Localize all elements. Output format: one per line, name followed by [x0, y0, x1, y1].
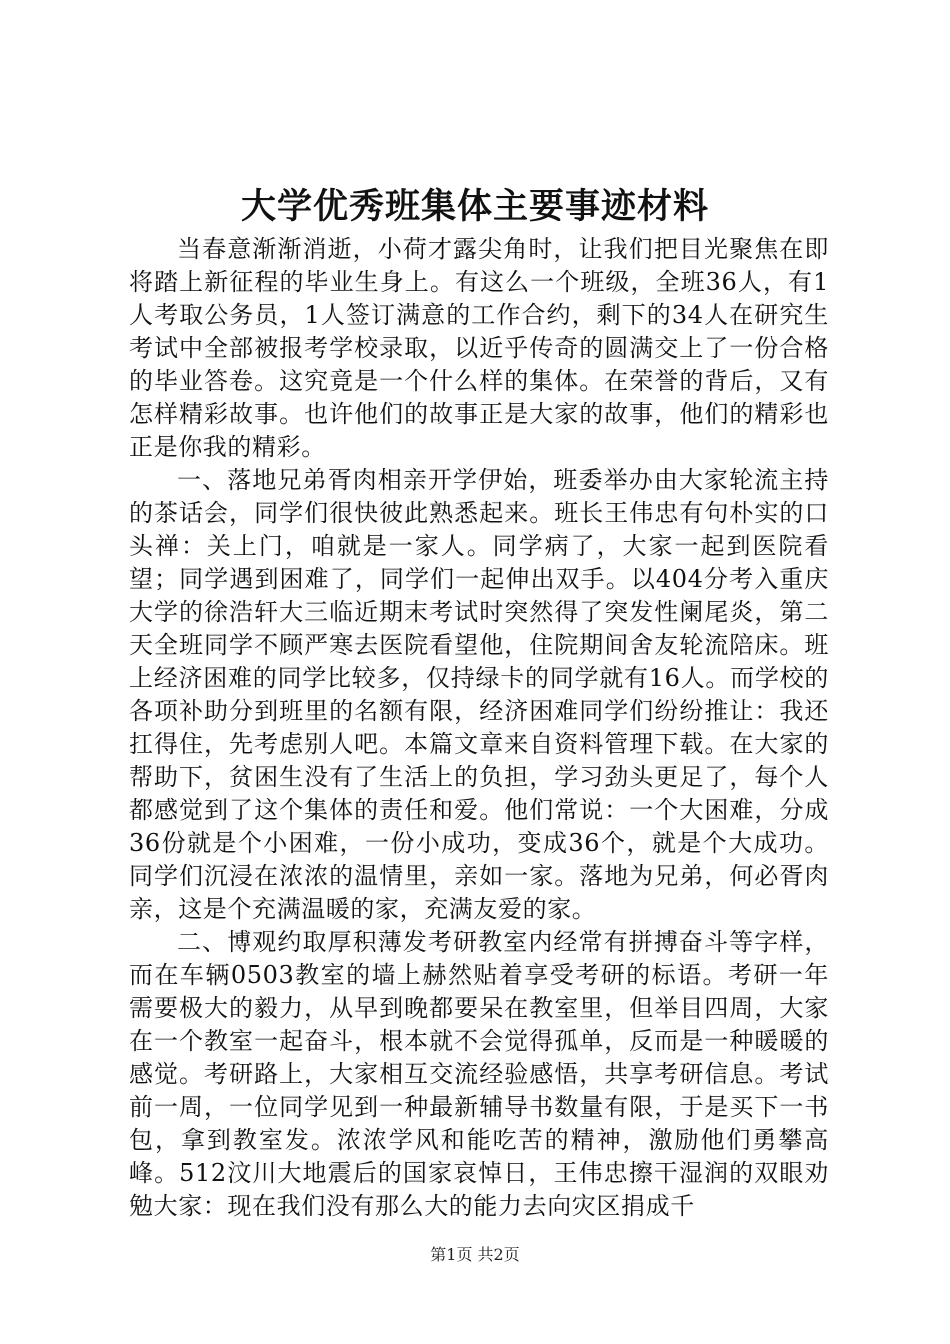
paragraph-section-two: 二、博观约取厚积薄发考研教室内经常有拼搏奋斗等字样，而在车辆0503教室的墙上赫然贴着享受考研的标语。考研一年需要极大的毅力，从早到晚都要呆在教室里，但举目四周，大家在一个教室一起奋斗，根本就不会觉得孤单，反而是一种暖暖的感觉。考研路上，大家相互交流经验感悟，共享考研信息。考试前一周，一位同学见到一种最新辅导书数量有限，于是买下一书包，拿到教室发。浓浓学风和能吃苦的精神，激励他们勇攀高峰。512汶川大地震后的国家哀悼日，王伟忠擦干湿润的双眼劝勉大家：现在我们没有那么大的能力去向灾区捐成千	[129, 928, 829, 1220]
page-number-footer: 第1页 共2页	[430, 1245, 520, 1264]
document-title: 大学优秀班集体主要事迹材料	[240, 186, 709, 227]
paragraph-section-one: 一、落地兄弟胥肉相亲开学伊始，班委举办由大家轮流主持的茶话会，同学们很快彼此熟悉起来。班长王伟忠有句朴实的口头禅：关上门，咱就是一家人。同学病了，大家一起到医院看望；同学遇到困难了，同学们一起伸出双手。以404分考入重庆大学的徐浩轩大三临近期末考试时突然得了突发性阑尾炎，第二天全班同学不顾严寒去医院看望他，住院期间舍友轮流陪床。班上经济困难的同学比较多，仅持绿卡的同学就有16人。而学校的各项补助分到班里的名额有限，经济困难同学们纷纷推让：我还扛得住，先考虑别人吧。本篇文章来自资料管理下载。在大家的帮助下，贫困生没有了生活上的负担，学习劲头更足了，每个人都感觉到了这个集体的责任和爱。他们常说：一个大困难，分成36份就是个小困难，一份小成功，变成36个，就是个大成功。同学们沉浸在浓浓的温情里，亲如一家。落地为兄弟，何必胥肉亲，这是个充满温暖的家，充满友爱的家。	[129, 466, 829, 923]
paragraph-intro: 当春意渐渐消逝，小荷才露尖角时，让我们把目光聚焦在即将踏上新征程的毕业生身上。有这么一个班级，全班36人，有1人考取公务员，1人签订满意的工作合约，剩下的34人在研究生考试中全部被报考学校录取，以近乎传奇的圆满交上了一份合格的毕业答卷。这究竟是一个什么样的集体。在荣誉的背后，又有怎样精彩故事。也许他们的故事正是大家的故事，他们的精彩也正是你我的精彩。	[129, 235, 829, 461]
document-body	[129, 233, 829, 1223]
